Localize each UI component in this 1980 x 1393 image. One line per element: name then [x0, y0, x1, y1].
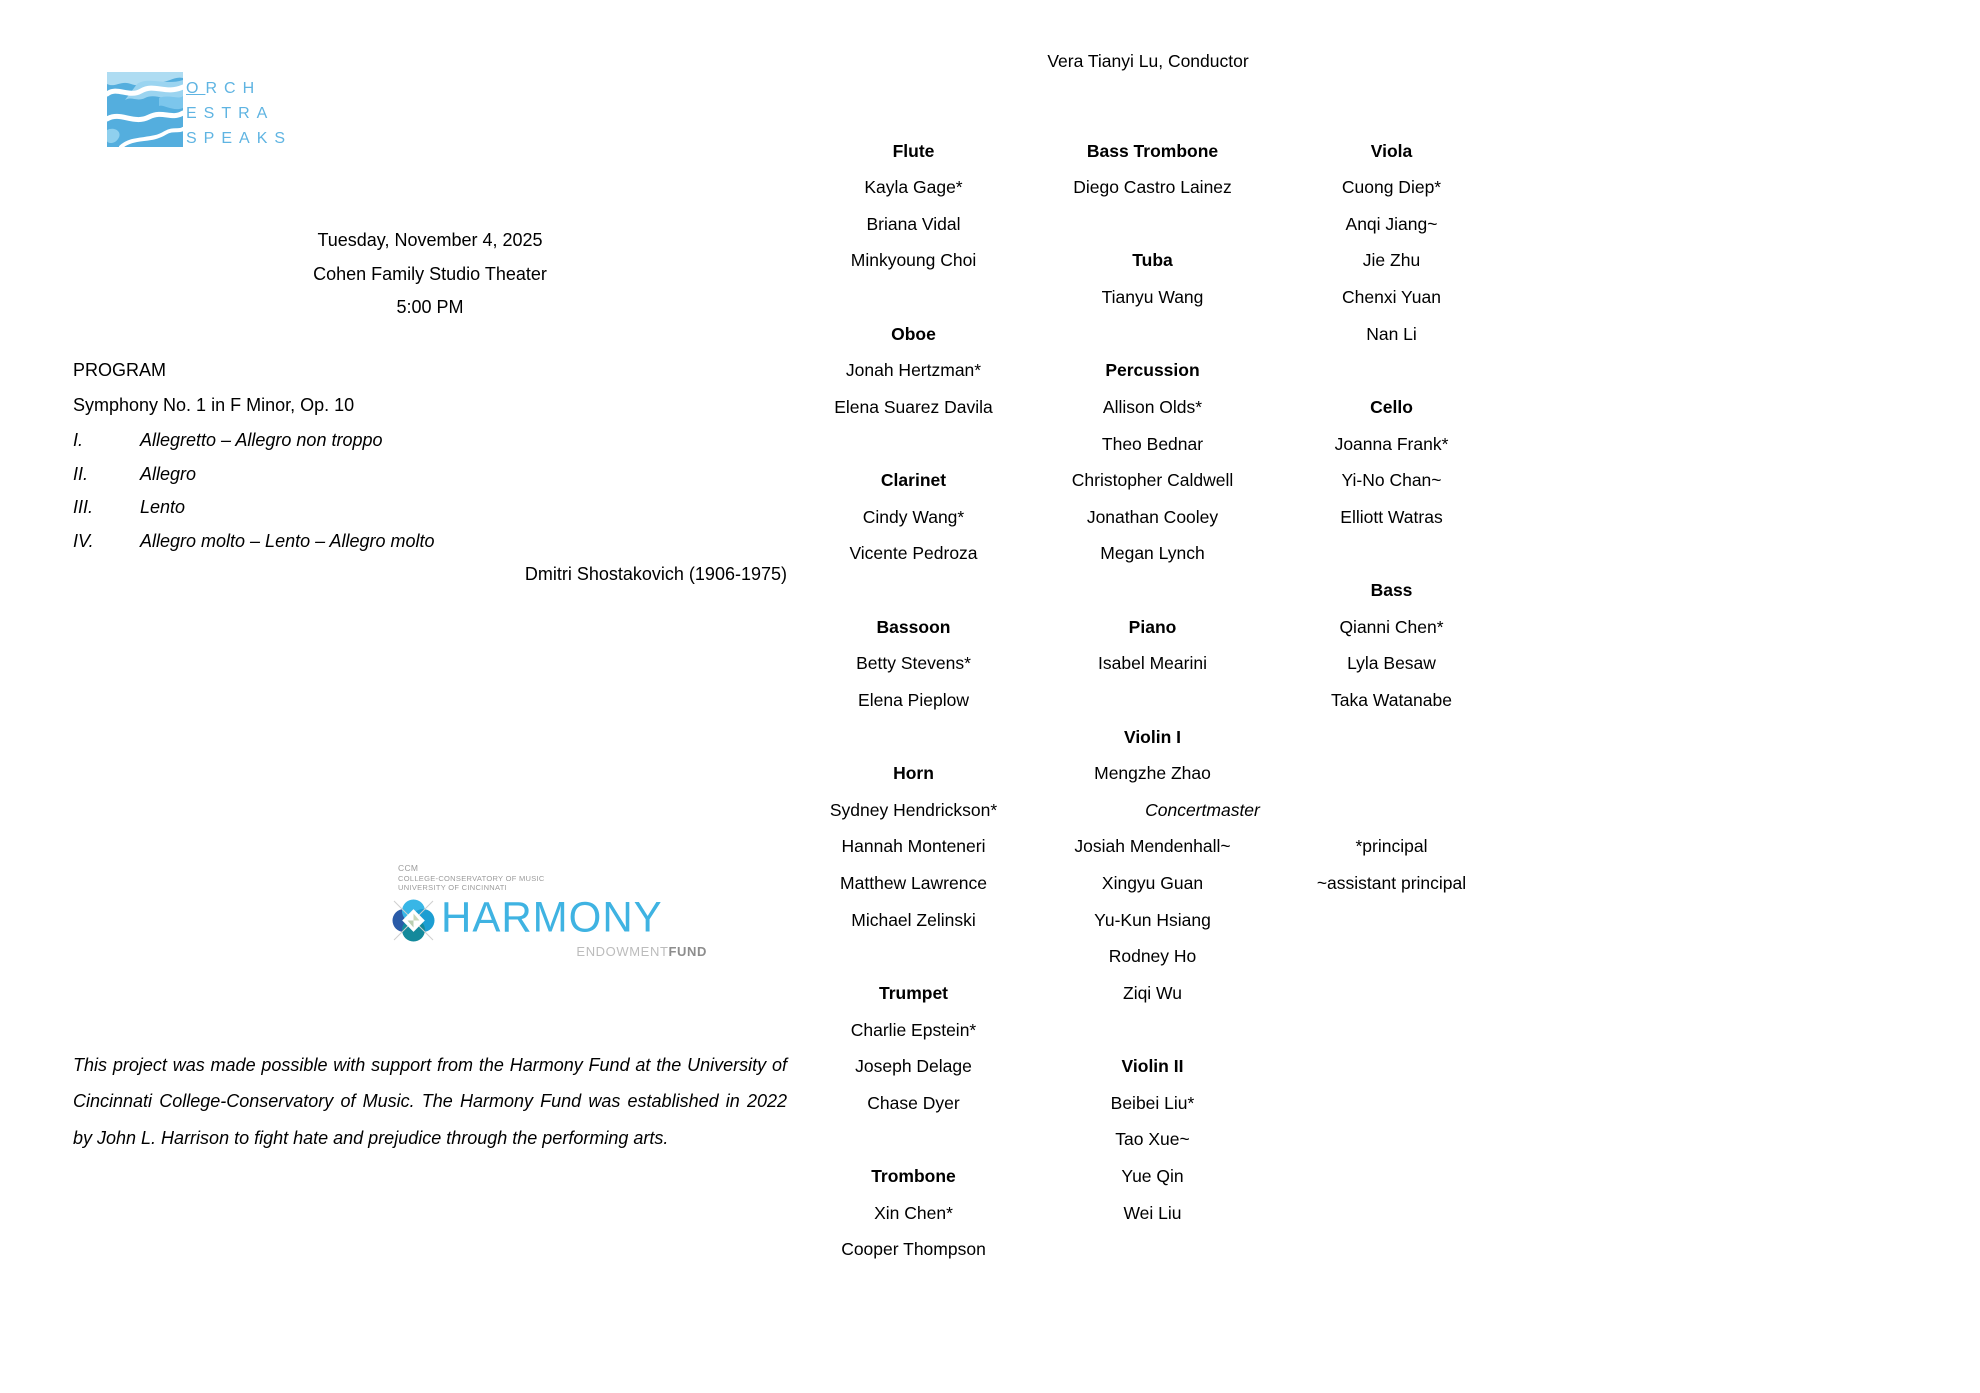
- roster-row: [794, 646, 1511, 683]
- roster-musician-name: Nan Li: [1366, 323, 1417, 344]
- roster-section-header: Trumpet: [878, 982, 949, 1003]
- roster-musician-name: Minkyoung Choi: [850, 250, 977, 271]
- roster-section-header: Violin II: [1121, 1056, 1184, 1077]
- roster-musician-name: Joanna Frank*: [1334, 433, 1449, 454]
- roster-row: [794, 536, 1511, 573]
- roster-musician-name: Ziqi Wu: [1123, 982, 1182, 1003]
- harmony-subtitle-fund: FUND: [668, 944, 707, 959]
- support-note: This project was made possible with support from the Harmony Fund at the University of Cincinnati College-Conservatory of Music. The Harmony Fund was established in 2022 by John L. Harrison to fight hate and prejudice through the performing arts.: [73, 1055, 787, 1148]
- roster: [794, 133, 1511, 1268]
- roster-musician-name: Vicente Pedroza: [849, 543, 978, 564]
- movement-title: Allegretto – Allegro non troppo: [140, 430, 383, 451]
- roster-musician-name: Kayla Gage*: [864, 177, 963, 198]
- roster-musician-name: Taka Watanabe: [1331, 689, 1452, 710]
- roster-section-header: Piano: [1128, 616, 1177, 637]
- orchestra-speaks-wordmark: [186, 76, 292, 151]
- roster-row: [794, 829, 1511, 866]
- roster-musician-name: Michael Zelinski: [851, 909, 976, 930]
- roster-row: [794, 389, 1511, 426]
- composer-credit: Dmitri Shostakovich (1906-1975): [524, 564, 787, 584]
- movement-row: [73, 458, 435, 492]
- orchestra-speaks-wordmark-line: ESTRA: [186, 105, 275, 122]
- roster-row: [794, 1159, 1511, 1196]
- roster-musician-name: Xingyu Guan: [1101, 873, 1204, 894]
- roster-row: [794, 1049, 1511, 1086]
- roster-musician-name: ~assistant principal: [1316, 873, 1467, 894]
- roster-musician-name: Betty Stevens*: [856, 653, 971, 674]
- roster-musician-name: Chase Dyer: [867, 1092, 960, 1113]
- ccm-org-line: UNIVERSITY OF CINCINNATI: [398, 883, 508, 892]
- roster-musician-name: Xin Chen*: [874, 1202, 953, 1223]
- roster-row: [794, 1012, 1511, 1049]
- roster-musician-name: Elliott Watras: [1340, 506, 1443, 527]
- roster-section-header: Flute: [892, 140, 935, 161]
- roster-row: [794, 463, 1511, 500]
- roster-musician-name: *principal: [1355, 836, 1428, 857]
- roster-row: [794, 975, 1511, 1012]
- roster-musician-name: Diego Castro Lainez: [1073, 177, 1232, 198]
- event-details: [255, 224, 605, 325]
- conductor-credit: Vera Tianyi Lu, Conductor: [1047, 51, 1249, 71]
- roster-row: [794, 499, 1511, 536]
- roster-section-header: Tuba: [1132, 250, 1173, 271]
- movement-numeral: I.: [73, 430, 84, 451]
- roster-musician-name: Chenxi Yuan: [1342, 287, 1441, 308]
- roster-musician-name: Yu-Kun Hsiang: [1094, 909, 1211, 930]
- roster-musician-name: Elena Suarez Davila: [834, 396, 993, 417]
- roster-row: [794, 866, 1511, 903]
- roster-musician-name: Cooper Thompson: [841, 1239, 986, 1260]
- roster-musician-name: Yi-No Chan~: [1341, 470, 1442, 491]
- roster-musician-name: Yue Qin: [1121, 1166, 1184, 1187]
- roster-musician-name: Rodney Ho: [1108, 946, 1197, 967]
- roster-musician-name: Briana Vidal: [866, 213, 961, 234]
- roster-row: [794, 573, 1511, 610]
- event-date: Tuesday, November 4, 2025: [317, 230, 543, 250]
- program-work-title: Symphony No. 1 in F Minor, Op. 10: [73, 395, 355, 415]
- roster-musician-name: Cindy Wang*: [862, 506, 965, 527]
- harmony-wordmark: HARMONY: [441, 892, 663, 941]
- roster-musician-name: Allison Olds*: [1102, 396, 1203, 417]
- roster-musician-name: Matthew Lawrence: [840, 873, 987, 894]
- roster-musician-name: Sydney Hendrickson*: [829, 799, 998, 820]
- orchestra-speaks-wordmark-line: ORCH: [186, 80, 262, 97]
- harmony-pinwheel-icon: [391, 898, 436, 943]
- roster-musician-name: Megan Lynch: [1100, 543, 1205, 564]
- ccm-org-line: COLLEGE-CONSERVATORY OF MUSIC: [398, 873, 545, 883]
- roster-musician-name: Concertmaster: [1145, 799, 1260, 820]
- roster-row: [794, 170, 1511, 207]
- movement-numeral: III.: [73, 497, 94, 518]
- roster-row: [794, 609, 1511, 646]
- roster-row: [794, 1085, 1511, 1122]
- roster-musician-name: Theo Bednar: [1101, 433, 1204, 454]
- program-heading: PROGRAM: [73, 360, 167, 380]
- roster-musician-name: Josiah Mendenhall~: [1074, 836, 1231, 857]
- roster-section-header: Oboe: [891, 323, 936, 344]
- roster-row: [794, 1122, 1511, 1159]
- event-time: 5:00 PM: [396, 297, 464, 317]
- roster-section-header: Bass Trombone: [1086, 140, 1219, 161]
- roster-musician-name: Cuong Diep*: [1341, 177, 1442, 198]
- movement-row: [73, 525, 435, 559]
- roster-musician-name: Elena Pieplow: [858, 689, 969, 710]
- movement-row: [73, 491, 435, 525]
- movement-title: Lento: [140, 497, 186, 518]
- movement-numeral: II.: [73, 463, 89, 484]
- roster-section-header: Viola: [1370, 140, 1413, 161]
- orchestra-speaks-logo-graphic: [107, 72, 183, 147]
- ccm-org-line: CCM: [398, 863, 419, 873]
- roster-musician-name: Hannah Monteneri: [841, 836, 986, 857]
- roster-row: [794, 902, 1511, 939]
- roster-musician-name: Tianyu Wang: [1101, 287, 1204, 308]
- roster-row: [794, 682, 1511, 719]
- movement-numeral: IV.: [73, 531, 94, 552]
- roster-musician-name: Isabel Mearini: [1098, 653, 1207, 674]
- roster-row: [794, 426, 1511, 463]
- roster-musician-name: Joseph Delage: [855, 1056, 972, 1077]
- ccm-org-lines: [398, 864, 545, 893]
- roster-section-header: Cello: [1370, 396, 1413, 417]
- roster-musician-name: Qianni Chen*: [1339, 616, 1444, 637]
- roster-row: [794, 206, 1511, 243]
- roster-row: [794, 792, 1511, 829]
- roster-musician-name: Jonah Hertzman*: [845, 360, 982, 381]
- roster-musician-name: Wei Liu: [1123, 1202, 1182, 1223]
- roster-musician-name: Mengzhe Zhao: [1094, 763, 1211, 784]
- roster-section-header: Bass: [1370, 580, 1413, 601]
- roster-musician-name: Jonathan Cooley: [1086, 506, 1219, 527]
- roster-section-header: Bassoon: [876, 616, 951, 637]
- roster-musician-name: Charlie Epstein*: [850, 1019, 977, 1040]
- harmony-subtitle: [441, 944, 707, 959]
- movement-title: Allegro: [140, 463, 197, 484]
- orchestra-speaks-wordmark-line: SPEAKS: [186, 130, 293, 147]
- roster-musician-name: Anqi Jiang~: [1345, 213, 1438, 234]
- roster-row: [794, 939, 1511, 976]
- roster-musician-name: Beibei Liu*: [1110, 1092, 1195, 1113]
- roster-musician-name: Tao Xue~: [1115, 1129, 1190, 1150]
- roster-row: [794, 1195, 1511, 1232]
- event-venue: Cohen Family Studio Theater: [313, 263, 547, 284]
- roster-row: [794, 280, 1511, 317]
- harmony-subtitle-endowment: ENDOWMENT: [576, 944, 669, 959]
- movement-row: [73, 424, 435, 458]
- roster-row: [794, 353, 1511, 390]
- roster-musician-name: Lyla Besaw: [1347, 653, 1436, 674]
- movement-title: Allegro molto – Lento – Allegro molto: [140, 531, 435, 552]
- roster-section-header: Trombone: [871, 1166, 956, 1187]
- water-waves-icon: [107, 72, 183, 147]
- roster-section-header: Horn: [893, 763, 934, 784]
- roster-row: [794, 316, 1511, 353]
- roster-musician-name: Christopher Caldwell: [1071, 470, 1234, 491]
- roster-row: [794, 756, 1511, 793]
- movement-list: [73, 424, 435, 558]
- roster-row: [794, 1232, 1511, 1269]
- roster-section-header: Clarinet: [880, 470, 947, 491]
- roster-row: [794, 719, 1511, 756]
- harmony-fund-logo: [391, 862, 721, 967]
- roster-row: [794, 133, 1511, 170]
- roster-musician-name: Jie Zhu: [1362, 250, 1421, 271]
- roster-row: [794, 243, 1511, 280]
- roster-section-header: Violin I: [1123, 726, 1182, 747]
- roster-section-header: Percussion: [1105, 360, 1200, 381]
